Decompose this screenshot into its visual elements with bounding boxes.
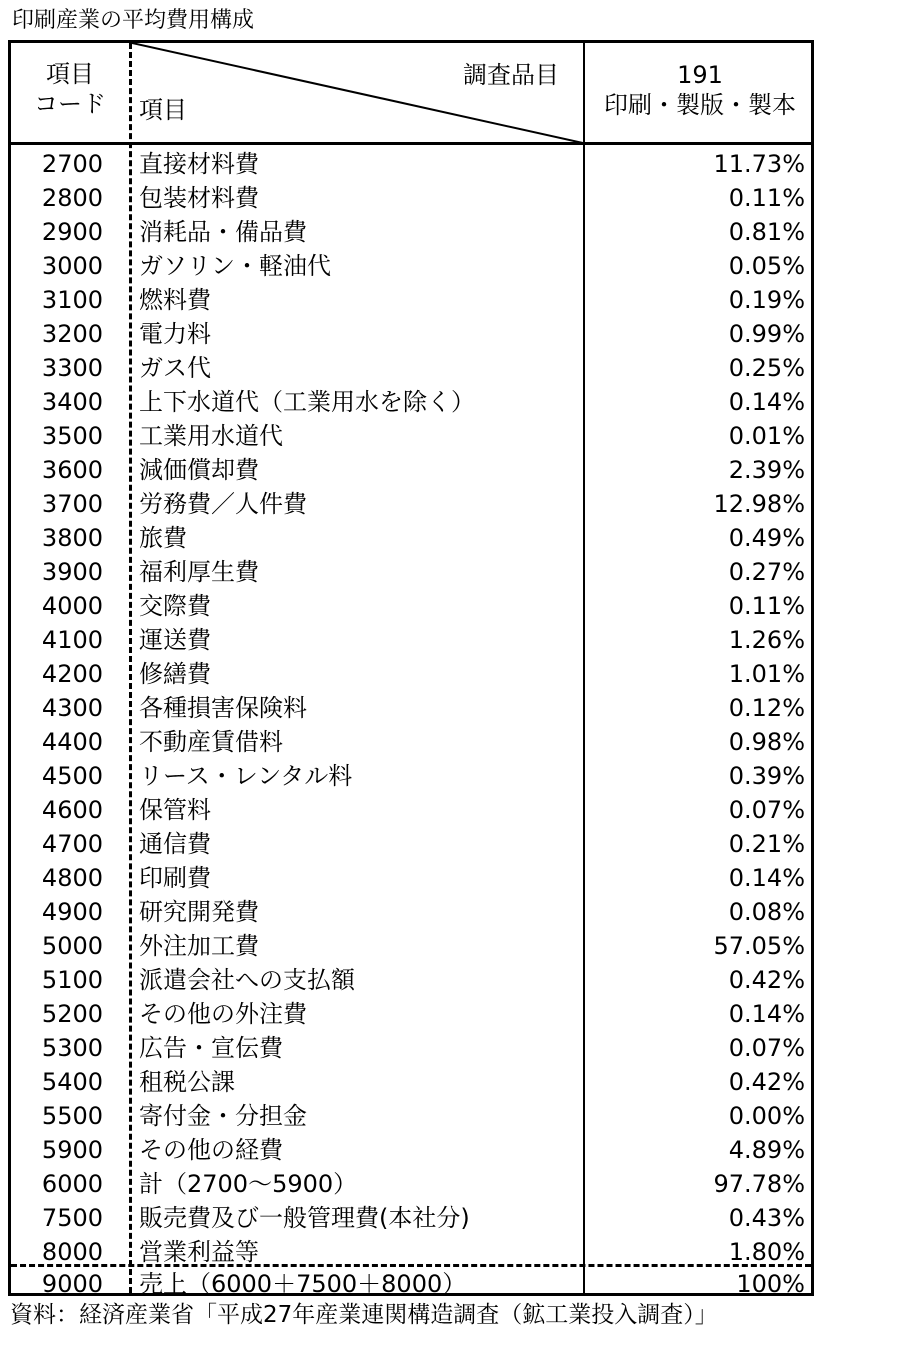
row-name: 直接材料費: [139, 150, 259, 178]
row-value: 0.25%: [728, 354, 805, 382]
row-value: 1.01%: [728, 660, 805, 688]
row-name: 広告・宣伝費: [139, 1034, 283, 1062]
table-row: [11, 555, 811, 589]
row-value: 0.81%: [728, 218, 805, 246]
table-row: [11, 419, 811, 453]
row-code: 5300: [41, 1034, 103, 1062]
row-value: 0.21%: [728, 830, 805, 858]
header-column-label: [585, 60, 815, 120]
row-name: 外注加工費: [139, 932, 259, 960]
row-value: 1.26%: [728, 626, 805, 654]
table-row: [11, 997, 811, 1031]
table-row: [11, 1099, 811, 1133]
row-value: 0.11%: [728, 592, 805, 620]
row-name: 修繕費: [139, 660, 211, 688]
row-code: 4700: [41, 830, 103, 858]
row-name: 各種損害保険料: [139, 694, 307, 722]
row-name: 営業利益等: [139, 1238, 259, 1266]
row-name: 上下水道代（工業用水を除く）: [139, 388, 475, 416]
row-code: 3900: [41, 558, 103, 586]
row-name: 交際費: [139, 592, 211, 620]
row-name: 電力料: [139, 320, 211, 348]
table-row: [11, 827, 811, 861]
table-row: [11, 963, 811, 997]
table-row: [11, 691, 811, 725]
table-row: [11, 487, 811, 521]
header-diagonal-line: [132, 43, 583, 143]
row-value: 0.01%: [728, 422, 805, 450]
row-code: 6000: [41, 1170, 103, 1198]
row-name: その他の外注費: [139, 1000, 307, 1028]
row-name: 燃料費: [139, 286, 211, 314]
cost-table: [8, 40, 814, 1296]
table-row: [11, 861, 811, 895]
row-code: 2800: [41, 184, 103, 212]
row-name: 租税公課: [139, 1068, 235, 1096]
row-value: 0.12%: [728, 694, 805, 722]
row-value: 0.05%: [728, 252, 805, 280]
table-row: [11, 725, 811, 759]
source-note: 資料：経済産業省「平成27年産業連関構造調査（鉱工業投入調査）」: [10, 1302, 718, 1328]
row-code: 5000: [41, 932, 103, 960]
row-code: 5900: [41, 1136, 103, 1164]
table-row: [11, 929, 811, 963]
row-value: 0.08%: [728, 898, 805, 926]
row-value: 0.11%: [728, 184, 805, 212]
row-code: 5500: [41, 1102, 103, 1130]
row-code: 3100: [41, 286, 103, 314]
row-code: 8000: [41, 1238, 103, 1266]
row-name: 工業用水道代: [139, 422, 283, 450]
row-code: 5200: [41, 1000, 103, 1028]
row-code: 2700: [41, 150, 103, 178]
row-code: 3700: [41, 490, 103, 518]
row-value: 0.39%: [728, 762, 805, 790]
row-name: 旅費: [139, 524, 187, 552]
header-code-label: [11, 59, 129, 119]
row-value: 0.98%: [728, 728, 805, 756]
row-code: 3400: [41, 388, 103, 416]
table-row: [11, 759, 811, 793]
table-row: [11, 1133, 811, 1167]
row-code: 5400: [41, 1068, 103, 1096]
row-value: 12.98%: [713, 490, 805, 518]
row-name: 計（2700～5900）: [139, 1170, 358, 1198]
row-code: 7500: [41, 1204, 103, 1232]
row-code: 3300: [41, 354, 103, 382]
row-name: リース・レンタル料: [139, 762, 353, 790]
total-row-container: [11, 1267, 811, 1301]
row-code: 4900: [41, 898, 103, 926]
table-row: [11, 317, 811, 351]
row-value: 0.07%: [728, 796, 805, 824]
header-column-name: 印刷・製版・製本: [604, 91, 796, 119]
row-code: 4600: [41, 796, 103, 824]
header-column-code: 191: [677, 61, 723, 89]
table-row: [11, 385, 811, 419]
table-row: [11, 657, 811, 691]
table-row: [11, 895, 811, 929]
row-name: 消耗品・備品費: [139, 218, 307, 246]
table-row: [11, 453, 811, 487]
table-body: [11, 147, 811, 1269]
row-code: 3800: [41, 524, 103, 552]
header-code-line1: 項目: [46, 60, 94, 88]
row-code: 4500: [41, 762, 103, 790]
row-name: 包装材料費: [139, 184, 259, 212]
row-code: 4000: [41, 592, 103, 620]
row-value: 0.14%: [728, 864, 805, 892]
row-value: 0.43%: [728, 1204, 805, 1232]
row-value: 97.78%: [713, 1170, 805, 1198]
row-name: 研究開発費: [139, 898, 259, 926]
total-name: 売上（6000＋7500＋8000）: [139, 1270, 467, 1298]
table-row: [11, 623, 811, 657]
row-value: 0.27%: [728, 558, 805, 586]
row-code: 3200: [41, 320, 103, 348]
total-value: 100%: [736, 1270, 805, 1298]
row-value: 0.00%: [728, 1102, 805, 1130]
row-code: 3500: [41, 422, 103, 450]
row-value: 0.49%: [728, 524, 805, 552]
row-value: 0.07%: [728, 1034, 805, 1062]
row-code: 3000: [41, 252, 103, 280]
table-row: [11, 283, 811, 317]
total-code: 9000: [41, 1270, 103, 1298]
row-value: 11.73%: [713, 150, 805, 178]
table-row: [11, 521, 811, 555]
header-item-label: 項目: [139, 96, 187, 124]
row-name: 印刷費: [139, 864, 211, 892]
row-name: ガソリン・軽油代: [139, 252, 331, 280]
row-value: 4.89%: [728, 1136, 805, 1164]
row-value: 57.05%: [713, 932, 805, 960]
row-name: 不動産賃借料: [139, 728, 283, 756]
row-code: 4800: [41, 864, 103, 892]
row-name: 販売費及び一般管理費(本社分): [139, 1204, 470, 1232]
header-survey-label: 調査品目: [463, 61, 559, 89]
table-row: [11, 1031, 811, 1065]
row-name: その他の経費: [139, 1136, 283, 1164]
row-name: ガス代: [139, 354, 211, 382]
table-row: [11, 249, 811, 283]
table-row: [11, 1167, 811, 1201]
row-value: 0.19%: [728, 286, 805, 314]
row-value: 1.80%: [728, 1238, 805, 1266]
row-name: 減価償却費: [139, 456, 259, 484]
row-code: 4200: [41, 660, 103, 688]
table-row: [11, 351, 811, 385]
row-name: 派遣会社への支払額: [139, 966, 355, 994]
total-row: [11, 1267, 811, 1301]
table-title: 印刷産業の平均費用構成: [12, 8, 255, 33]
table-row: [11, 147, 811, 181]
table-row: [11, 793, 811, 827]
table-row: [11, 1065, 811, 1099]
row-code: 4300: [41, 694, 103, 722]
row-value: 0.99%: [728, 320, 805, 348]
row-code: 4400: [41, 728, 103, 756]
row-name: 通信費: [139, 830, 211, 858]
row-value: 0.14%: [728, 1000, 805, 1028]
table-row: [11, 1201, 811, 1235]
table-row: [11, 215, 811, 249]
row-name: 運送費: [139, 626, 211, 654]
row-code: 5100: [41, 966, 103, 994]
row-name: 寄付金・分担金: [139, 1102, 307, 1130]
row-value: 0.42%: [728, 1068, 805, 1096]
row-value: 0.14%: [728, 388, 805, 416]
table-row: [11, 181, 811, 215]
row-name: 保管料: [139, 796, 211, 824]
row-name: 福利厚生費: [139, 558, 259, 586]
header-code-line2: コード: [34, 90, 106, 118]
row-code: 3600: [41, 456, 103, 484]
row-code: 2900: [41, 218, 103, 246]
table-row: [11, 589, 811, 623]
row-name: 労務費／人件費: [139, 490, 307, 518]
row-value: 2.39%: [728, 456, 805, 484]
row-code: 4100: [41, 626, 103, 654]
row-value: 0.42%: [728, 966, 805, 994]
